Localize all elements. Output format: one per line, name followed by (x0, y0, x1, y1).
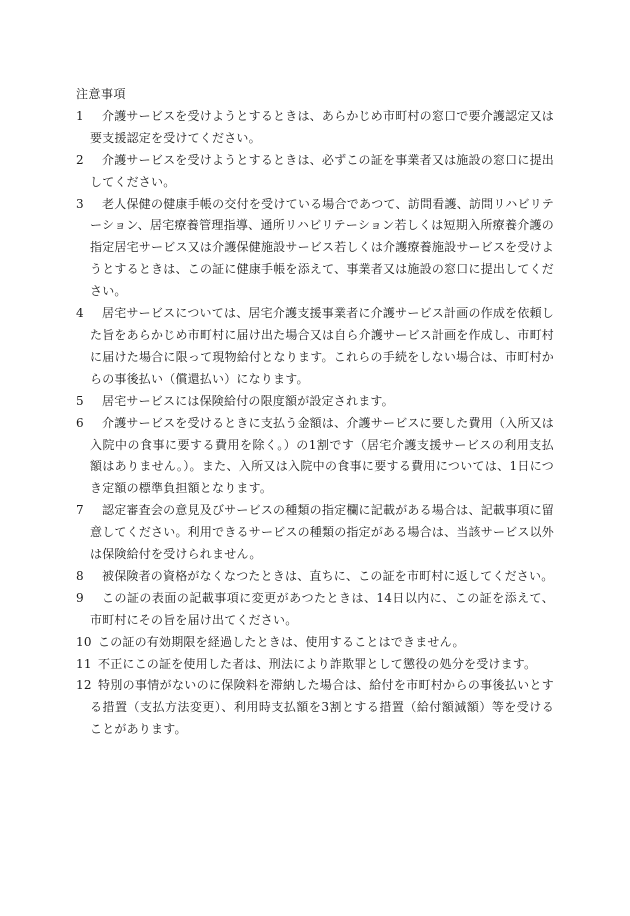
note-number: 4 (76, 306, 84, 321)
note-number: 8 (76, 568, 84, 583)
note-number: 3 (76, 196, 84, 211)
note-text: この証の有効期限を経過したときは、使用することはできません。 (98, 634, 465, 649)
note-text: 居宅サービスについては、居宅介護支援事業者に介護サービス計画の作成を依頼した旨をあらかじめ市町村に届け出た場合又は自ら介護サービス計画を作成し、市町村に届けた場合に限って現物給付となります。これらの手続をしない場合は、市町村からの事後払い（償還払い）になります。 (90, 306, 554, 386)
note-item (76, 106, 554, 150)
note-item (76, 391, 554, 413)
note-item (76, 675, 554, 741)
note-text: 特別の事情がないのに保険料を滞納した場合は、給付を市町村からの事後払いとする措置（支払方法変更）、利用時支払額を3割とする措置（給付額減額）等を受けることがあります。 (90, 678, 554, 737)
note-text: 介護サービスを受けようとするときは、必ずこの証を事業者又は施設の窓口に提出してください。 (90, 152, 554, 189)
note-item (76, 588, 554, 632)
notes-list (76, 106, 554, 741)
note-number: 2 (76, 152, 84, 167)
note-item (76, 566, 554, 588)
note-text: 老人保健の健康手帳の交付を受けている場合であつて、訪問看護、訪問リハビリテーション、居宅療養管理指導、通所リハビリテーション若しくは短期入所療養介護の指定居宅サービス又は介護保健施設サービス若しくは介護療養施設サービスを受けようとするときは、この証に健康手帳を添えて、事業者又は施設の窓口に提出してください。 (90, 196, 554, 299)
notes-section (76, 84, 554, 741)
note-text: 介護サービスを受けようとするときは、あらかじめ市町村の窓口で要介護認定又は要支援認定を受けてください。 (90, 108, 554, 145)
note-item (76, 632, 554, 654)
note-number: 5 (76, 393, 84, 408)
note-text: 不正にこの証を使用した者は、刑法により詐欺罪として懲役の処分を受けます。 (98, 656, 537, 671)
note-text: 認定審査会の意見及びサービスの種類の指定欄に記載がある場合は、記載事項に留意してください。利用できるサービスの種類の指定がある場合は、当該サービス以外は保険給付を受けられません。 (90, 503, 554, 562)
note-number: 7 (76, 503, 84, 518)
note-item (76, 654, 554, 676)
note-text: この証の表面の記載事項に変更があつたときは、14日以内に、この証を添えて、市町村にその旨を届け出てください。 (90, 590, 554, 627)
note-text: 介護サービスを受けるときに支払う金額は、介護サービスに要した費用（入所又は入院中の食事に要する費用を除く。）の1割です（居宅介護支援サービスの利用支払額はありません。）。また、入所又は入院中の食事に要する費用については、1日につき定額の標準負担額となります。 (90, 415, 554, 496)
note-item (76, 303, 554, 391)
note-number: 11 (76, 656, 92, 671)
note-number: 12 (76, 678, 92, 693)
note-text: 居宅サービスには保険給付の限度額が設定されます。 (102, 393, 394, 408)
note-number: 9 (76, 590, 84, 605)
note-item (76, 194, 554, 304)
note-number: 10 (76, 634, 92, 649)
note-number: 1 (76, 108, 84, 123)
page-title: 注意事項 (76, 87, 127, 101)
note-text: 被保険者の資格がなくなつたときは、直ちに、この証を市町村に返してください。 (102, 568, 554, 583)
note-number: 6 (76, 415, 84, 430)
note-item (76, 500, 554, 566)
note-item (76, 413, 554, 501)
note-item (76, 150, 554, 194)
